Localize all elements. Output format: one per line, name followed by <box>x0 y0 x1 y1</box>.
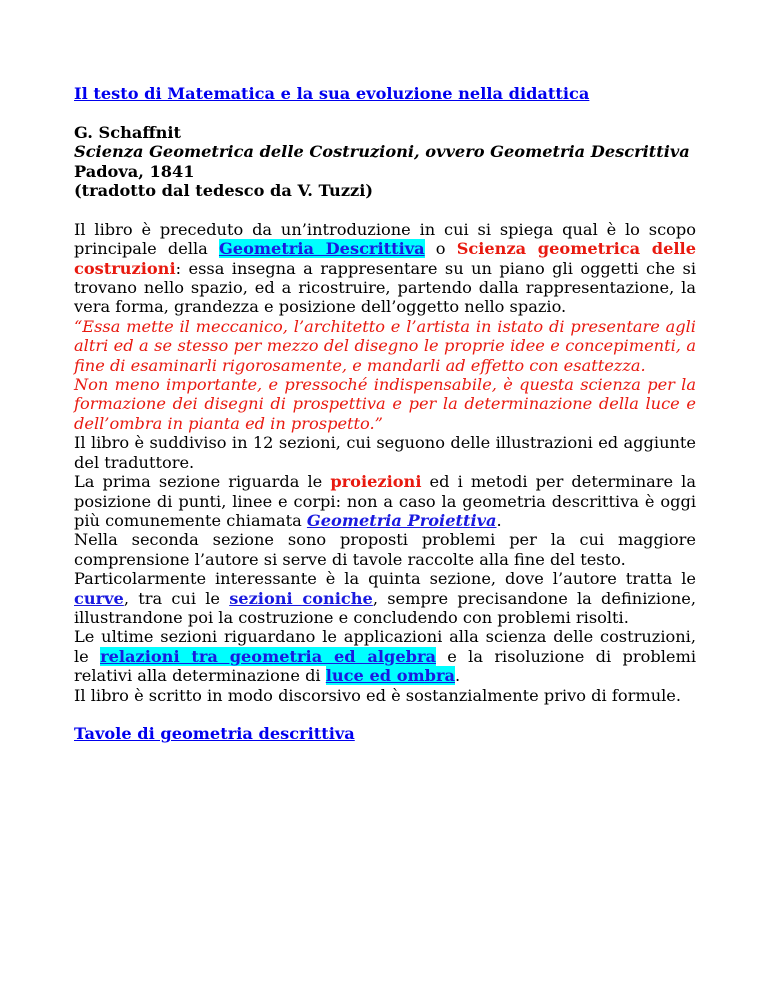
document-title-link[interactable]: Il testo di Matematica e la sua evoluzione nella didattica <box>74 84 590 103</box>
book-title: Scienza Geometrica delle Costruzioni, ovvero Geometria Descrittiva <box>74 142 690 162</box>
text: ed i metodi per determinare la posizione di punti, linee e corpi: non a caso la geometria descrittiva è oggi più comunemente chiamata <box>74 472 696 530</box>
text: La prima sezione riguarda le <box>74 472 331 492</box>
place-year: Padova, 1841 <box>74 161 195 181</box>
text: . <box>455 666 461 686</box>
paragraph-intro <box>74 220 696 317</box>
quote-paragraph-2: Non meno importante, e pressoché indispensabile, è questa scienza per la formazione dei disegni di prospettiva e per la determinazione della luce e dell’ombra in pianta ed in prospetto.” <box>74 375 696 433</box>
spacer <box>74 103 696 122</box>
spacer <box>74 705 696 724</box>
text: . <box>496 510 502 530</box>
link-geometria-proiettiva[interactable]: Geometria Proiettiva <box>306 510 497 530</box>
link-relazioni-geometria-algebra[interactable]: relazioni tra geometria ed algebra <box>100 646 436 666</box>
spacer <box>74 200 696 219</box>
text: Le ultime sezioni riguardano le applicazioni alla scienza delle costruzioni, le <box>74 627 696 666</box>
document-page <box>74 84 696 744</box>
text: o <box>424 239 457 259</box>
author: G. Schaffnit <box>74 122 182 142</box>
paragraph-sections: Il libro è suddiviso in 12 sezioni, cui seguono delle illustrazioni ed aggiunte del traduttore. <box>74 433 696 472</box>
text: e la risoluzione di problemi relativi alla determinazione di <box>74 646 696 686</box>
text: Il libro è preceduto da un’introduzione in cui si spiega qual è lo scopo principale della <box>74 219 696 259</box>
link-luce-ed-ombra[interactable]: luce ed ombra <box>325 666 455 686</box>
link-tavole[interactable]: Tavole di geometria descrittiva <box>74 724 355 744</box>
paragraph-fifth-section <box>74 569 696 627</box>
link-sezioni-coniche[interactable]: sezioni coniche <box>229 588 373 608</box>
paragraph-last-sections <box>74 627 696 685</box>
text: : essa insegna a rappresentare su un piano gli oggetti che si trovano nello spazio, ed a ricostruire, partendo dalla rappresentazione, la vera forma, grandezza e posizione dell’oggetto nello spazio. <box>74 258 696 317</box>
text: , sempre precisandone la definizione, illustrandone poi la costruzione e concludendo con problemi risolti. <box>74 588 696 627</box>
paragraph-style: Il libro è scritto in modo discorsivo ed è sostanzialmente privo di formule. <box>74 685 682 705</box>
translation-note: (tradotto dal tedesco da V. Tuzzi) <box>74 181 374 201</box>
highlight-proiezioni: proiezioni <box>330 472 422 492</box>
text: , tra cui le <box>123 588 230 608</box>
paragraph-second-section: Nella seconda sezione sono proposti problemi per la cui maggiore comprensione l’autore si serve di tavole raccolte alla fine del testo. <box>74 530 696 569</box>
quote-paragraph-1: “Essa mette il meccanico, l’architetto e l’artista in istato di presentare agli altri ed a se stesso per mezzo del disegno le proprie idee e concepimenti, a fine di esaminarli rigorosamente, e mandarli ad effetto con esattezza. <box>74 316 696 375</box>
highlight-scienza-geometrica: Scienza geometrica delle costruzioni <box>74 239 696 278</box>
link-curve[interactable]: curve <box>74 588 124 608</box>
paragraph-first-section <box>74 472 696 530</box>
text: Particolarmente interessante è la quinta sezione, dove l’autore tratta le <box>74 569 696 589</box>
link-geometria-descrittiva[interactable]: Geometria Descrittiva <box>218 239 425 259</box>
